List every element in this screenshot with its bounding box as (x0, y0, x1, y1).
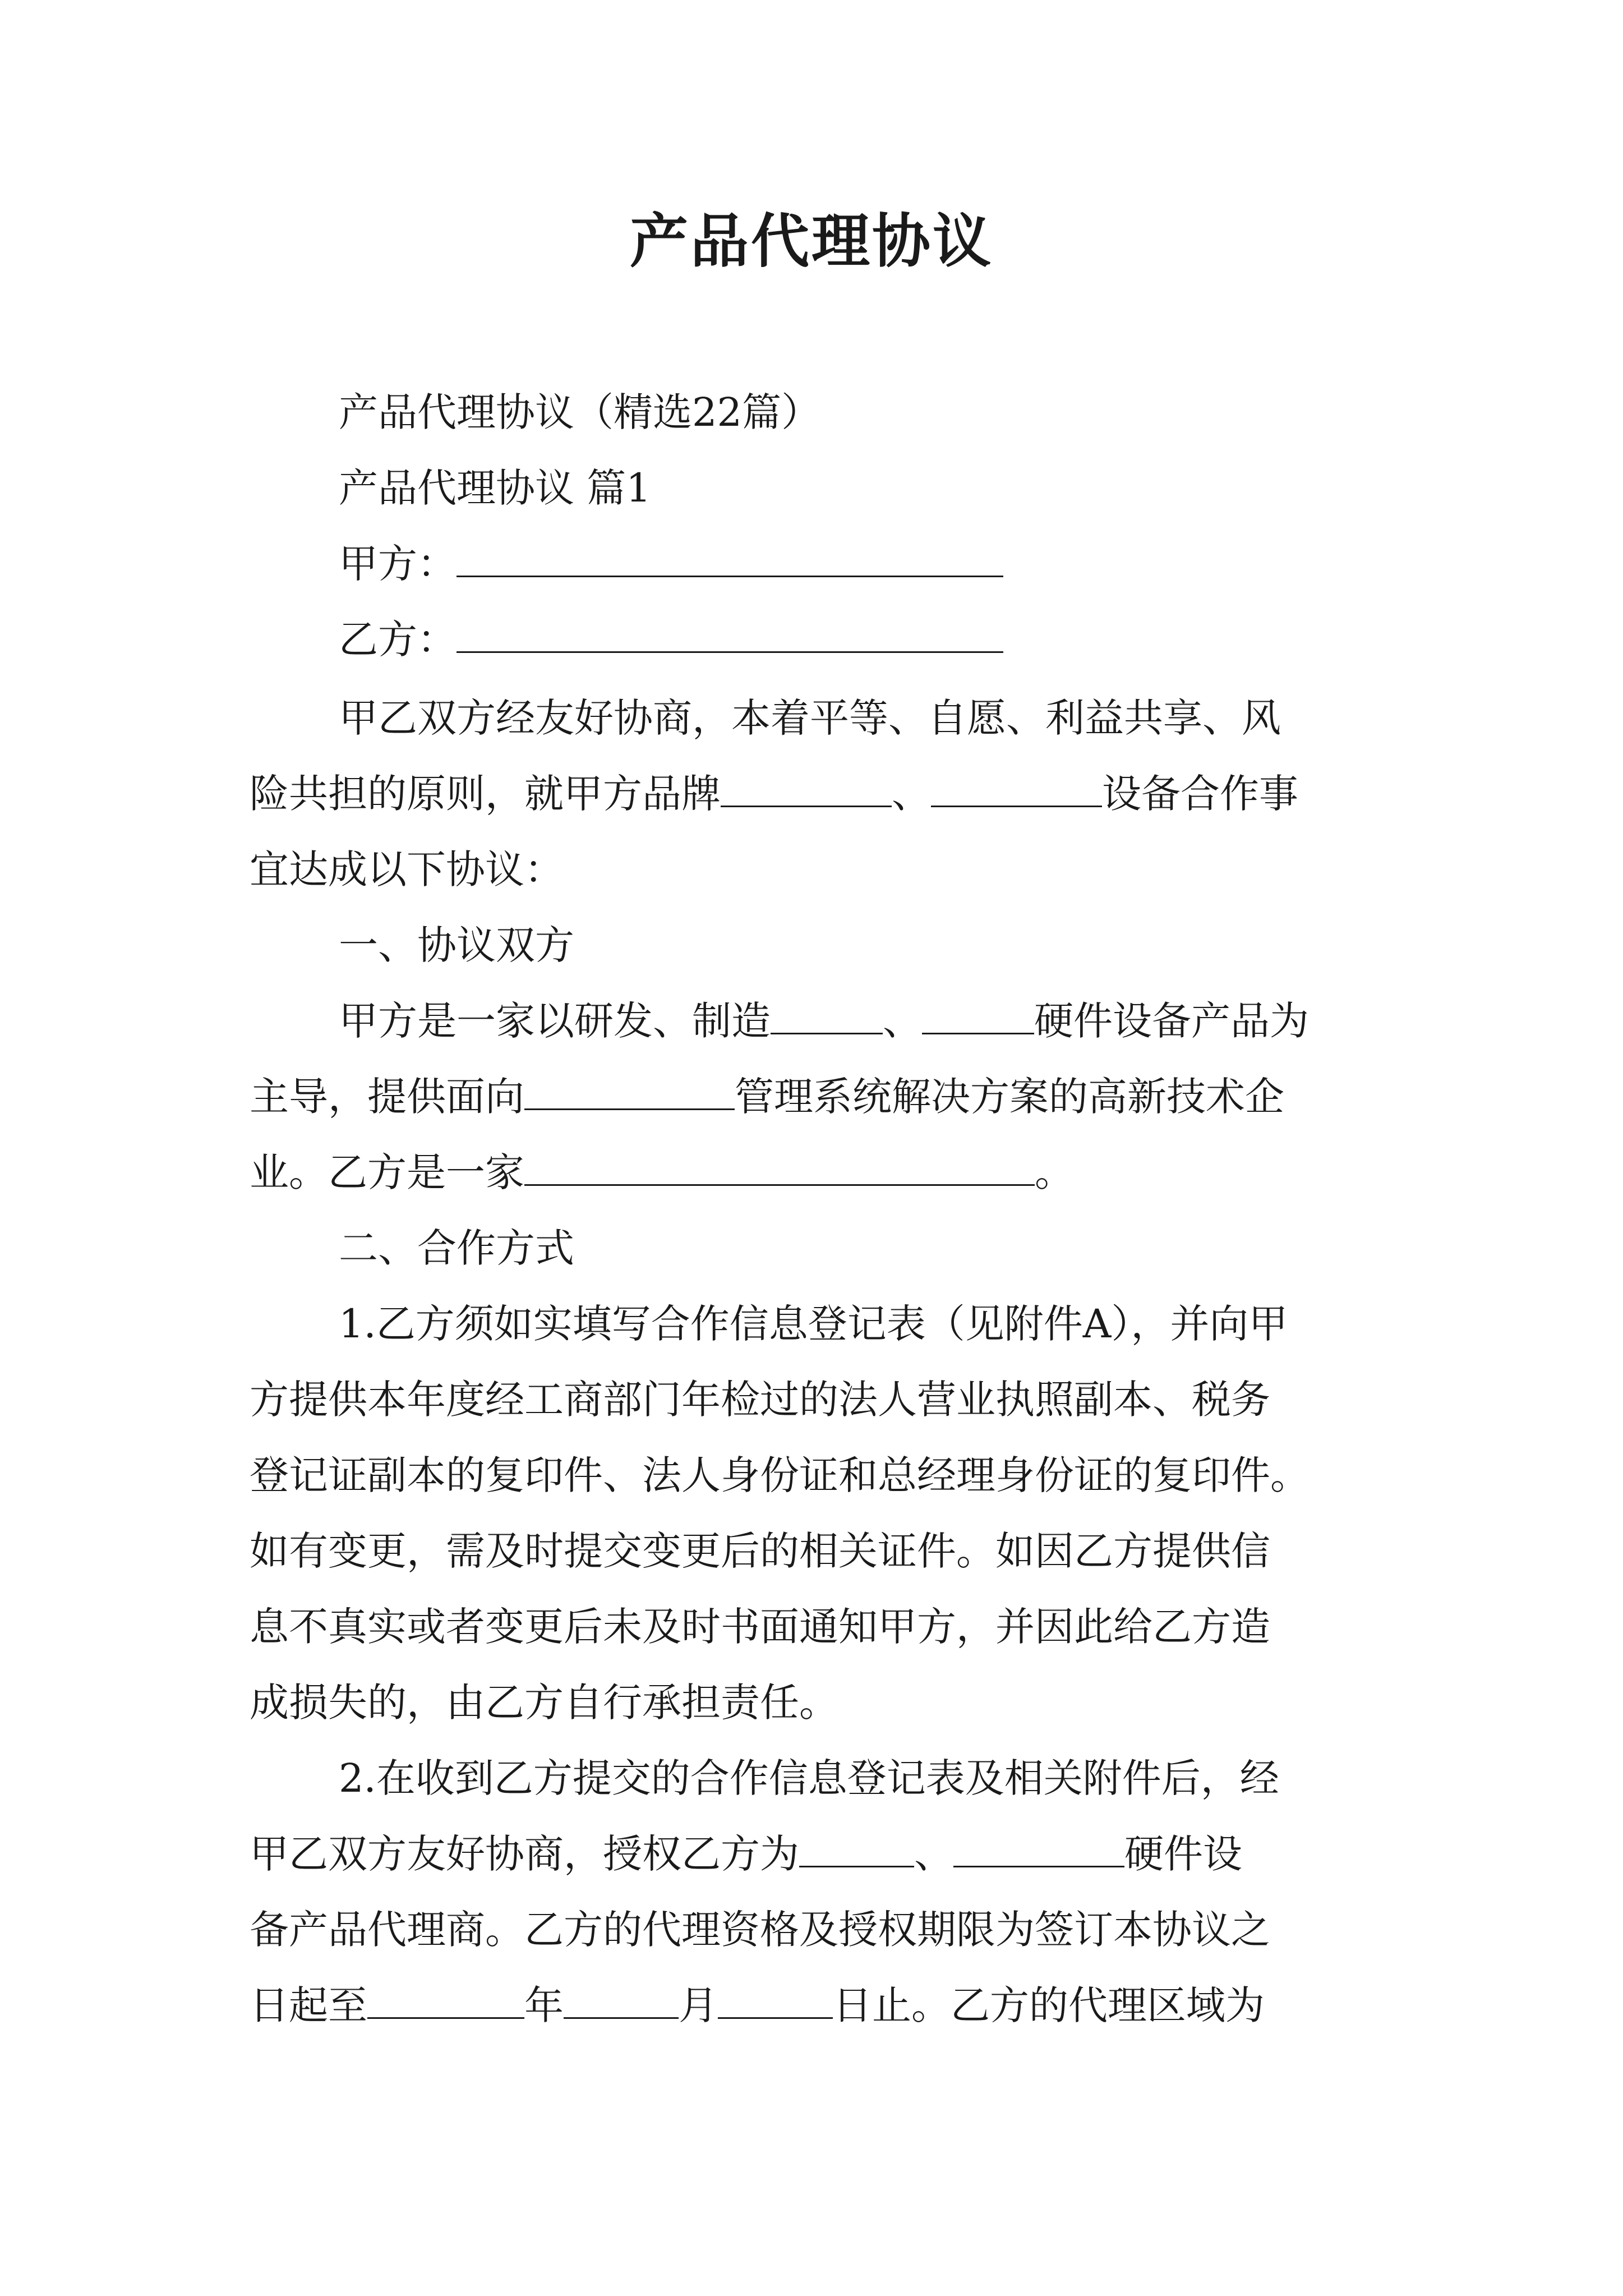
section2-heading: 二、合作方式 (339, 1225, 574, 1271)
intro-line-1: 甲乙双方经友好协商，本着平等、自愿、利益共享、风 (339, 695, 1281, 741)
brand-blank[interactable] (721, 766, 892, 807)
clause1-line-5: 息不真实或者变更后未及时书面通知甲方，并因此给乙方造 (250, 1604, 1270, 1650)
section-heading: 产品代理协议 篇1 (339, 465, 651, 511)
agent-product-blank-1[interactable] (799, 1826, 914, 1867)
manufacture-blank-1[interactable] (771, 993, 883, 1034)
day-blank[interactable] (718, 1978, 833, 2019)
section1-heading: 一、协议双方 (339, 922, 574, 968)
party-b-blank[interactable] (457, 612, 1003, 653)
document-subtitle: 产品代理协议（精选22篇） (339, 389, 821, 435)
section1-line-3: 业。乙方是一家 。 (250, 1144, 1074, 1200)
agent-product-blank-2[interactable] (953, 1826, 1124, 1867)
clause2-line-4: 日起至 年 月 日止。乙方的代理区域为 (250, 1977, 1265, 2033)
section1-line-2: 主导，提供面向 管理系统解决方案的高新技术企 (250, 1069, 1284, 1125)
clause1-line-6: 成损失的，由乙方自行承担责任。 (250, 1680, 838, 1726)
clause2-line-3: 备产品代理商。乙方的代理资格及授权期限为签订本协议之 (250, 1907, 1270, 1953)
section1-line-1: 甲方是一家以研发、制造 、 硬件设备产品为 (339, 993, 1309, 1049)
party-b-label: 乙方： (339, 616, 457, 662)
clause1-line-3: 登记证副本的复印件、法人身份证和总经理身份证的复印件。 (250, 1452, 1310, 1498)
clause1-line-4: 如有变更，需及时提交变更后的相关证件。如因乙方提供信 (250, 1528, 1270, 1574)
clause2-line-2: 甲乙双方友好协商，授权乙方为 、 硬件设 (250, 1826, 1242, 1882)
device-blank[interactable] (931, 766, 1102, 807)
party-a-line (339, 536, 1003, 592)
clause1-line-1: 1.乙方须如实填写合作信息登记表（见附件A），并向甲 (339, 1301, 1288, 1347)
party-a-label: 甲方： (339, 541, 457, 587)
party-a-blank[interactable] (457, 536, 1003, 577)
intro-line-3: 宜达成以下协议： (250, 846, 564, 892)
party-b-desc-blank[interactable] (524, 1145, 1035, 1186)
clause2-line-1: 2.在收到乙方提交的合作信息登记表及相关附件后，经 (339, 1755, 1279, 1801)
document-title: 产品代理协议 (629, 206, 993, 275)
year-blank[interactable] (367, 1978, 524, 2019)
party-b-line (339, 611, 1003, 668)
manufacture-blank-2[interactable] (922, 993, 1034, 1034)
intro-line-2: 险共担的原则，就甲方品牌 、 设备合作事 (250, 766, 1298, 822)
month-blank[interactable] (564, 1978, 679, 2019)
system-blank[interactable] (524, 1069, 735, 1110)
clause1-line-2: 方提供本年度经工商部门年检过的法人营业执照副本、税务 (250, 1377, 1270, 1423)
